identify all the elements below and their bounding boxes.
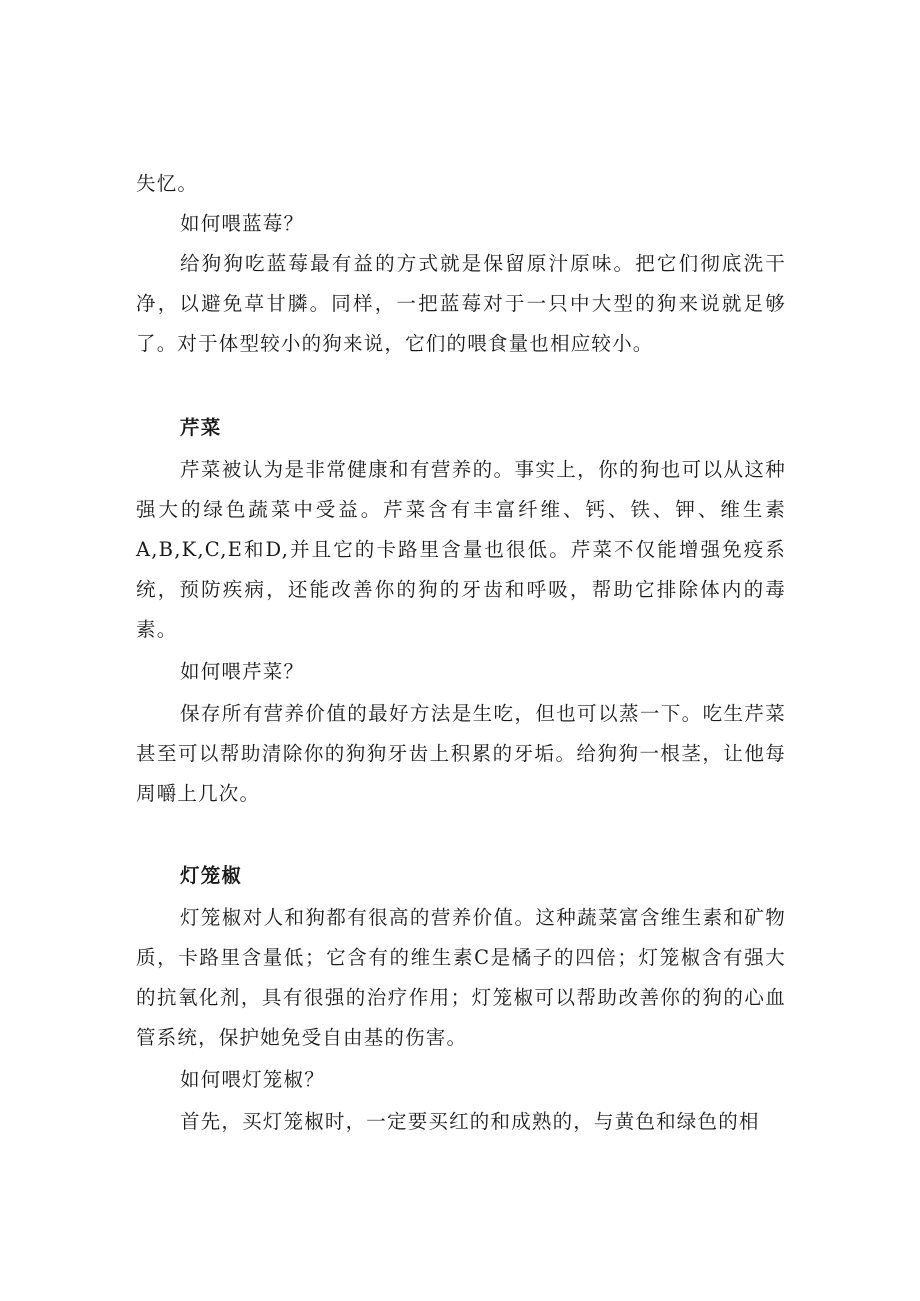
pepper-body: 灯笼椒对人和狗都有很高的营养价值。这种蔬菜富含维生素和矿物质，卡路里含量低；它含有的维生素C是橘子的四倍；灯笼椒含有强大的抗氧化剂，具有很强的治疗作用；灯笼椒可以帮助改善你的狗的心血管系统，保护她免受自由基的伤害。	[136, 906, 786, 1049]
blueberry-how-title: 如何喂蓝莓？	[180, 212, 305, 235]
paragraph-continuation: 失忆。	[136, 172, 199, 195]
celery-body: 芹菜被认为是非常健康和有营养的。事实上，你的狗也可以从这种强大的绿色蔬菜中受益。芹菜含有丰富纤维、钙、铁、钾、维生素A,B,K,C,E和D,并且它的卡路里含量也很低。芹菜不仅能增强免疫系统，预防疾病，还能改善你的狗的牙齿和呼吸，帮助它排除体内的毒素。	[136, 458, 786, 641]
pepper-how-title: 如何喂灯笼椒？	[180, 1068, 325, 1091]
pepper-heading: 灯笼椒	[180, 864, 243, 887]
celery-how-title: 如何喂芹菜？	[180, 660, 305, 683]
celery-heading: 芹菜	[180, 416, 222, 439]
blueberry-how-body: 给狗狗吃蓝莓最有益的方式就是保留原汁原味。把它们彻底洗干净，以避免草甘膦。同样，一把蓝莓对于一只中大型的狗来说就足够了。对于体型较小的狗来说，它们的喂食量也相应较小。	[136, 252, 786, 355]
celery-how-body: 保存所有营养价值的最好方法是生吃，但也可以蒸一下。吃生芹菜甚至可以帮助清除你的狗狗牙齿上积累的牙垢。给狗狗一根茎，让他每周嚼上几次。	[136, 702, 786, 805]
pepper-how-body: 首先，买灯笼椒时，一定要买红的和成熟的，与黄色和绿色的相	[180, 1110, 760, 1133]
